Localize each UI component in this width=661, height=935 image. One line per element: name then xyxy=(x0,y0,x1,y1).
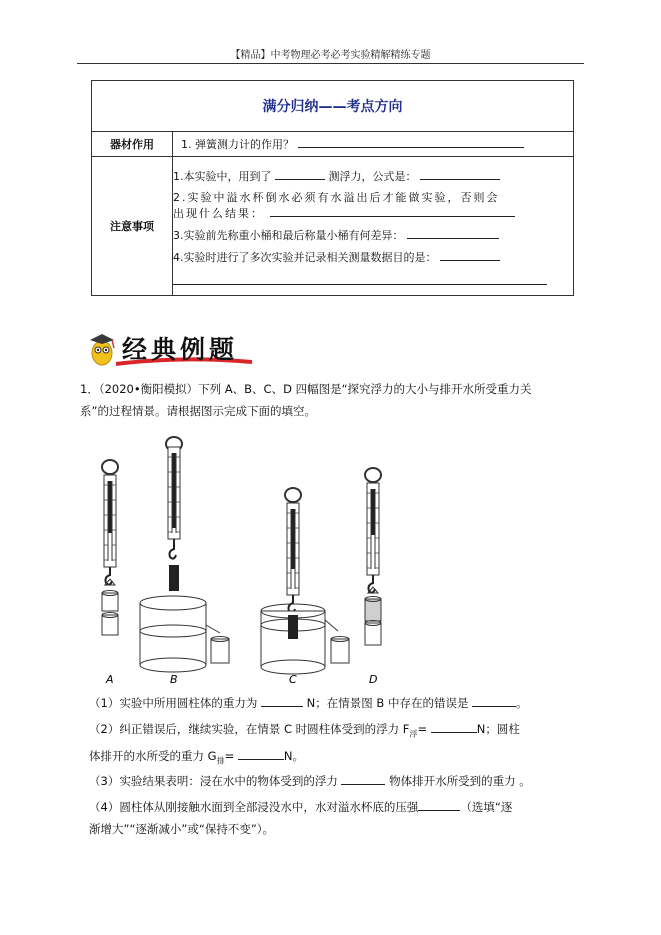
answer-blank[interactable] xyxy=(270,205,515,217)
question-intro xyxy=(80,378,590,422)
note-text: 3.实验前先称重小桶和最后称量小桶有何差异： xyxy=(173,228,404,242)
sub-question-3 xyxy=(89,770,589,792)
banner xyxy=(82,326,257,370)
figure-label-a: A xyxy=(106,673,114,686)
note-item-4 xyxy=(173,249,573,265)
header-divider xyxy=(77,63,584,64)
answer-blank[interactable] xyxy=(440,249,500,261)
answer-blank[interactable] xyxy=(431,721,477,733)
question-text: 物体排开水所受到的重力 。 xyxy=(389,774,531,788)
note-item-3 xyxy=(173,227,573,243)
question-text: （2）纠正错误后，继续实验，在情景 C 时圆柱体受到的浮力 F xyxy=(89,722,410,736)
subscript: 浮 xyxy=(409,729,418,739)
scale-b xyxy=(166,437,182,591)
overflow-cup-c xyxy=(261,604,349,674)
note-text: 出现什么结果： xyxy=(173,206,264,220)
question-text: （选填“逐 xyxy=(460,800,513,814)
question-text: = xyxy=(417,722,428,736)
note-text: 测浮力，公式是： xyxy=(328,169,417,183)
experiment-figure xyxy=(88,435,408,690)
question-text: = xyxy=(224,749,235,764)
question-text: N。 xyxy=(283,749,304,764)
answer-blank[interactable] xyxy=(341,773,385,785)
note-item-1 xyxy=(173,168,573,184)
question-text: （1）实验中所用圆柱体的重力为 xyxy=(89,696,258,710)
question-text: 体排开的水所受的重力 G xyxy=(89,749,217,764)
scale-d xyxy=(365,468,381,645)
intro-text: ．（2020•衡阳模拟）下列 A、B、C、D 四幅图是“探究浮力的大小与排开水所受重力关 xyxy=(87,382,532,396)
figure-label-d: D xyxy=(369,673,378,686)
answer-blank[interactable] xyxy=(275,168,325,180)
answer-blank[interactable] xyxy=(472,695,516,707)
figure-label-b: B xyxy=(170,673,178,686)
answer-blank[interactable] xyxy=(173,273,547,285)
question-text: （4）圆柱体从刚接触水面到全部浸没水中，水对溢水杯底的压强 xyxy=(89,800,419,814)
note-text: 2.实验中溢水杯倒水必须有水溢出后才能做实验，否则会 xyxy=(173,190,500,204)
row-label-equipment: 器材作用 xyxy=(92,132,173,157)
sub-question-4 xyxy=(89,796,589,840)
answer-blank[interactable] xyxy=(420,168,500,180)
answer-blank[interactable] xyxy=(407,227,499,239)
note-text: 1.本实验中，用到了 xyxy=(173,169,272,183)
summary-table xyxy=(91,80,574,296)
row-content-notes xyxy=(173,157,574,296)
answer-blank[interactable] xyxy=(261,695,303,707)
page-header: 【精品】中考物理必考必考实验精解精练专题 xyxy=(230,50,431,61)
subscript: 排 xyxy=(216,756,225,766)
row-content-equipment xyxy=(173,132,574,157)
question-number: 1 xyxy=(80,382,88,396)
question-text: N；圆柱 xyxy=(476,722,520,736)
sub-question-2 xyxy=(89,718,589,773)
question-text: 渐增大”“逐渐减小”或“保持不变”）。 xyxy=(89,822,275,836)
banner-title: 经典例题 xyxy=(122,335,239,364)
equipment-question: 1. 弹簧测力计的作用？ xyxy=(181,138,294,151)
question-text: 。 xyxy=(516,696,528,710)
answer-blank[interactable] xyxy=(238,748,284,760)
figure-label-c: C xyxy=(289,673,297,686)
note-text: 4.实验时进行了多次实验并记录相关测量数据目的是： xyxy=(173,250,437,264)
answer-blank[interactable] xyxy=(298,136,524,148)
overflow-cup-b xyxy=(140,596,229,672)
answer-blank[interactable] xyxy=(418,799,460,811)
scale-a xyxy=(102,460,118,635)
row-label-notes: 注意事项 xyxy=(92,157,173,296)
question-text: （3）实验结果表明：浸在水中的物体受到的浮力 xyxy=(89,774,338,788)
sub-question-1 xyxy=(89,692,589,714)
table-title: 满分归纳——考点方向 xyxy=(92,81,574,132)
question-text: N；在情景图 B 中存在的错误是 xyxy=(306,696,469,710)
intro-text: 系”的过程情景。请根据图示完成下面的填空。 xyxy=(80,404,316,418)
note-item-2 xyxy=(173,190,573,221)
